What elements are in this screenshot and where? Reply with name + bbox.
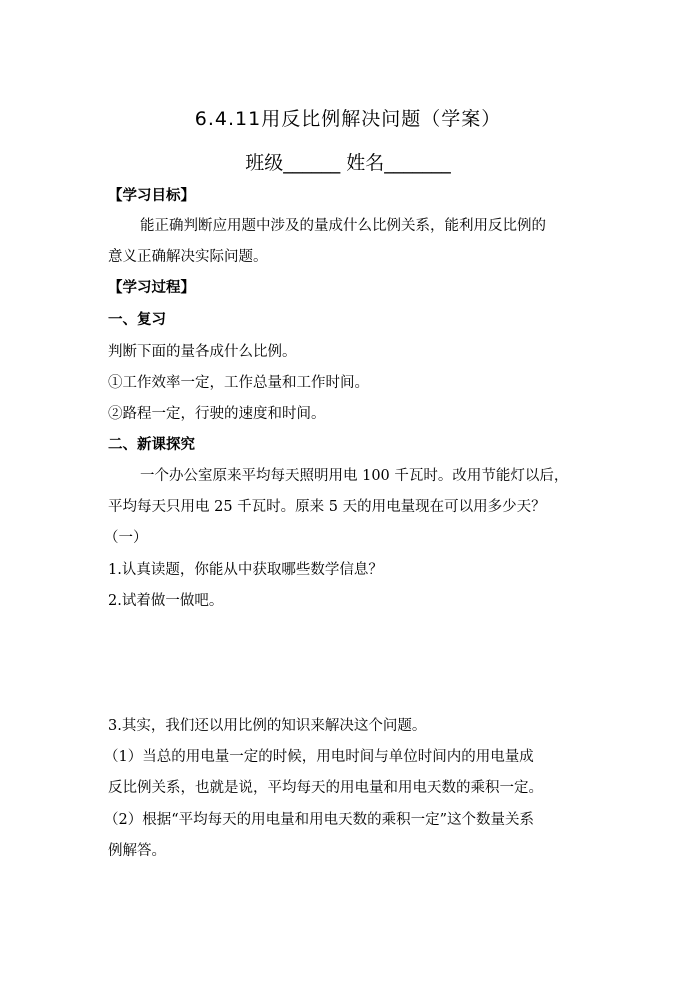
review-intro: 判断下面的量各成什么比例。 bbox=[108, 344, 297, 360]
sub-step-1-line-2: 反比例关系，也就是说，平均每天的用电量和用电天数的乘积一定。 bbox=[108, 780, 543, 796]
step-3: 3.其实，我们还以用比例的知识来解决这个问题。 bbox=[108, 718, 427, 734]
sub-step-1-line-1: （1）当总的用电量一定的时候，用电时间与单位时间内的用电量成 bbox=[104, 749, 534, 765]
step-1: 1.认真读题，你能从中获取哪些数学信息？ bbox=[108, 562, 383, 578]
sub-step-2-line-2: 例解答。 bbox=[108, 843, 166, 859]
goal-heading: 【学习目标】 bbox=[108, 188, 195, 204]
step-2: 2.试着做一做吧。 bbox=[108, 593, 224, 609]
process-heading: 【学习过程】 bbox=[108, 280, 195, 296]
review-item-1: ①工作效率一定，工作总量和工作时间。 bbox=[108, 375, 369, 391]
part-1-label: （一） bbox=[104, 530, 148, 546]
new-lesson-heading: 二、新课探究 bbox=[108, 437, 195, 453]
review-heading: 一、复习 bbox=[108, 312, 166, 328]
class-name-line: 班级______ 姓名_______ bbox=[245, 152, 451, 174]
goal-text-line2: 意义正确解决实际问题。 bbox=[108, 249, 268, 265]
sub-step-2-line-1: （2）根据“平均每天的用电量和用电天数的乘积一定”这个数量关系 bbox=[104, 812, 535, 828]
problem-line-2: 平均每天只用电 25 千瓦时。原来 5 天的用电量现在可以用多少天？ bbox=[108, 499, 546, 515]
goal-text-line1: 能正确判断应用题中涉及的量成什么比例关系，能利用反比例的 bbox=[140, 218, 546, 234]
page-title: 6.4.11用反比例解决问题（学案） bbox=[194, 108, 502, 130]
review-item-2: ②路程一定，行驶的速度和时间。 bbox=[108, 406, 326, 422]
problem-line-1: 一个办公室原来平均每天照明用电 100 千瓦时。改用节能灯以后， bbox=[140, 468, 569, 484]
